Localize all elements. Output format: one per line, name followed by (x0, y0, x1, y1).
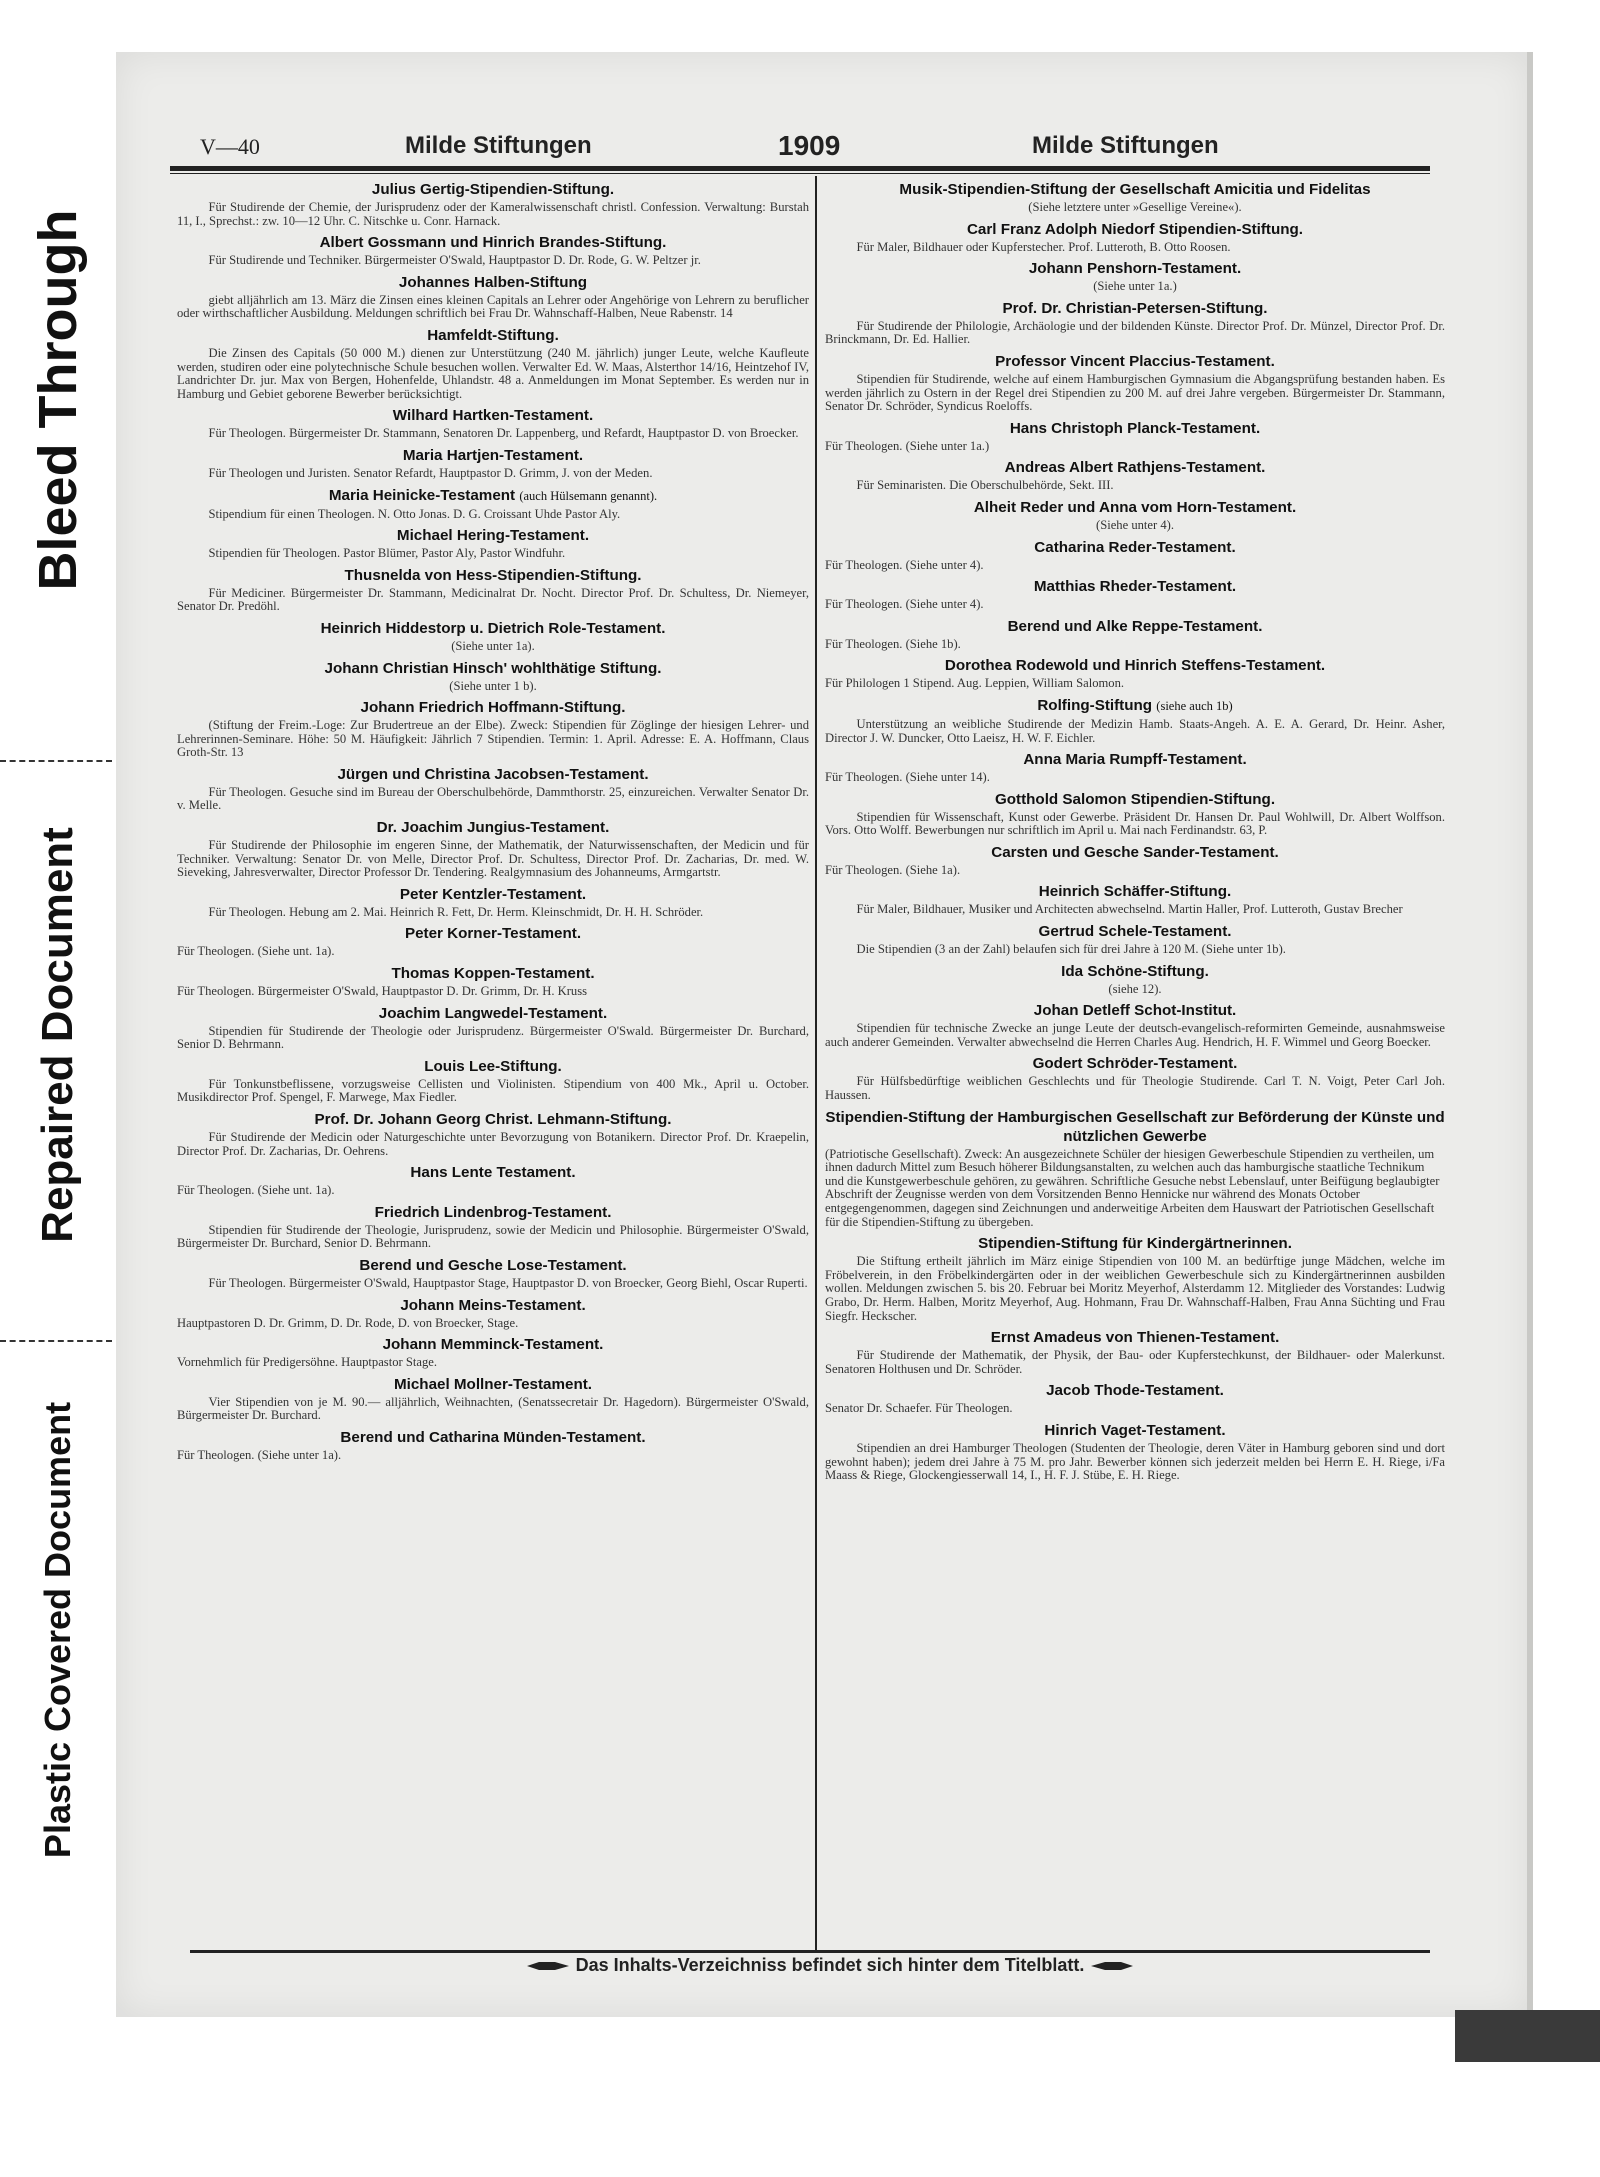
entry-title (825, 259, 1445, 278)
entry-title-text: Wilhard Hartken-Testament. (392, 407, 594, 425)
divider-dashed (0, 1340, 112, 1342)
entry-title (177, 1163, 809, 1182)
entry-title-text: Jacob Thode-Testament. (1046, 1382, 1224, 1400)
entry-body: Vornehmlich für Predigersöhne. Hauptpastor Stage. (177, 1355, 437, 1370)
entry-body: Stipendien für Studirende, welche auf einem Hamburgischen Gymnasium die Abgangsprüfung bestanden haben. Es werden jährlich zu Ostern in der Regel drei Stipendien zu 200 M. auf drei Jahre vergeben. Bürgermeister Dr. Stammann, Senator Dr. Schröder, Syndicus Roeloffs. (825, 371, 1445, 414)
entry-title-text: Hans Christoph Planck-Testament. (1009, 419, 1261, 437)
footer-note (430, 1955, 1230, 1976)
entry-title-text: Andreas Albert Rathjens-Testament. (1004, 459, 1266, 477)
entry-title (177, 1335, 809, 1354)
entry (177, 1335, 809, 1370)
entry-title-text: Heinrich Schäffer-Stiftung. (1038, 883, 1232, 901)
entry-body: Hauptpastoren D. Dr. Grimm, D. Dr. Rode, D. von Broecker, Stage. (177, 1315, 519, 1330)
entry-title (177, 1004, 809, 1023)
entry-title-text: Johann Christian Hinsch' wohlthätige Stiftung. (324, 659, 662, 677)
entry (825, 922, 1445, 957)
entry-title (825, 617, 1445, 636)
entry-title (825, 790, 1445, 809)
entry (177, 885, 809, 920)
entry-title (825, 577, 1445, 596)
entry-title (177, 964, 809, 983)
entry (177, 698, 809, 760)
entry-title-text: Peter Kentzler-Testament. (399, 885, 587, 903)
entry (825, 843, 1445, 878)
entry-title-note: (auch Hülsemann genannt). (519, 488, 658, 503)
entry-title (825, 419, 1445, 438)
entry-body: (Siehe unter 1a). (451, 638, 535, 653)
entry-title-text: Berend und Catharina Münden-Testament. (340, 1428, 646, 1446)
entry (177, 446, 809, 481)
entry-title-text: Michael Hering-Testament. (396, 527, 590, 545)
entry (177, 1296, 809, 1331)
entry-title-text: Heinrich Hiddestorp u. Dietrich Role-Testament. (320, 619, 666, 637)
entry-title-text: Matthias Rheder-Testament. (1033, 578, 1237, 596)
entry (177, 180, 809, 228)
right-column (825, 180, 1445, 1488)
footer-rule (190, 1950, 1430, 1953)
entry-title (177, 1203, 809, 1222)
entry-title-text: Dr. Joachim Jungius-Testament. (376, 819, 610, 837)
entry-body: (Siehe unter 1 b). (449, 678, 537, 693)
entry (825, 1328, 1445, 1376)
entry-title-text: Berend und Alke Reppe-Testament. (1007, 617, 1263, 635)
entry (177, 1428, 809, 1463)
entry (177, 406, 809, 441)
entry-title-text: Stipendien-Stiftung für Kindergärtnerinnen. (978, 1235, 1292, 1253)
entry-title (177, 924, 809, 943)
entry-title-text: Thomas Koppen-Testament. (391, 965, 595, 983)
entry (177, 233, 809, 268)
entry-title (825, 1381, 1445, 1400)
entry (825, 790, 1445, 838)
entry-body: Vier Stipendien von je M. 90.— alljährlich, Weihnachten, (Senatssecretair Dr. Hagedorn). Bürgermeister O'Swald, Bürgermeister Dr. Burchard. (177, 1394, 809, 1423)
entry-title-text: Johann Memminck-Testament. (382, 1336, 604, 1354)
entry-title (177, 486, 809, 506)
entry-body: (Siehe unter 1a.) (1093, 279, 1177, 294)
entry-title (825, 656, 1445, 675)
entry-body: Für Theologen. Hebung am 2. Mai. Heinrich R. Fett, Dr. Herm. Kleinschmidt, Dr. H. H. Schröder. (208, 904, 704, 919)
entry-title (825, 1421, 1445, 1440)
entry-title (177, 1428, 809, 1447)
entry-title-text: Johannes Halben-Stiftung (398, 273, 588, 291)
entry-body: (Siehe unter 4). (1096, 517, 1174, 532)
entry-body: (siehe 12). (1108, 981, 1162, 996)
entry-title-text: Prof. Dr. Johann Georg Christ. Lehmann-Stiftung. (314, 1111, 672, 1128)
entry-title (825, 538, 1445, 557)
entry-title (177, 406, 809, 425)
entry (825, 180, 1445, 215)
entry-body: Für Theologen. (Siehe 1a). (825, 862, 961, 877)
entry-title (177, 765, 809, 784)
entry-title (177, 619, 809, 638)
entry-body: Für Mediciner. Bürgermeister Dr. Stammann, Medicinalrat Dr. Nocht. Director Prof. Dr. Schultess, Dr. Niemeyer, Senator Dr. Predöhl. (177, 585, 809, 614)
entry (825, 1234, 1445, 1323)
entry (177, 486, 809, 522)
entry (177, 659, 809, 694)
entry-title-text: Friedrich Lindenbrog-Testament. (374, 1203, 612, 1221)
header-rule-thin (170, 173, 1430, 174)
plastic-covered-label: Plastic Covered Document (37, 1401, 78, 1859)
entry-title-text: Hamfeldt-Stiftung. (427, 326, 559, 344)
entry-body: Stipendien für Studirende der Theologie, Jurisprudenz, sowie der Medicin und Philosophie. Bürgermeister O'Swald, Bürgermeister Dr. Burchard, Senior D. Behrmann. (177, 1222, 809, 1251)
entry-body: (Siehe letztere unter »Gesellige Vereine«). (1028, 200, 1242, 214)
entry (825, 538, 1445, 573)
entry-title-text: Berend und Gesche Lose-Testament. (359, 1256, 627, 1274)
entry (825, 696, 1445, 745)
entry-body: Senator Dr. Schaefer. Für Theologen. (825, 1401, 1013, 1416)
bleed-through-label: Bleed Through (28, 209, 88, 591)
entry-title-text: Godert Schröder-Testament. (1032, 1055, 1238, 1073)
running-title-right: Milde Stiftungen (1032, 132, 1219, 159)
entry-body: Die Zinsen des Capitals (50 000 M.) dienen zur Unterstützung (240 M. jährlich) junger Leute, welche Kaufleute werden, studiren oder eine polytechnische Schule besuchen wollen. Verwalter Ed. W. Maas, Alsterthor 14/16, Heintzehof IV, Landrichter Dr. jur. Max von Bergen, Hohenfelde, Uhlandstr. 48 a. Anmeldungen im Monat September. Es werden nur in Hamburg und Gebiet geborene Bewerber berücksichtigt. (177, 345, 809, 401)
entry-body: Für Philologen 1 Stipend. Aug. Leppien, William Salomon. (825, 676, 1125, 691)
entry-body: Für Maler, Bildhauer, Musiker und Architecten abwechselnd. Martin Haller, Prof. Lutteroth, Gustav Brecher (856, 902, 1403, 917)
entry-title-text: Prof. Dr. Christian-Petersen-Stiftung. (1002, 299, 1268, 317)
entry (177, 818, 809, 880)
entry-title (177, 885, 809, 904)
entry-title (177, 1375, 809, 1394)
entry-title-text: Louis Lee-Stiftung. (424, 1057, 562, 1075)
entry-body: Die Stipendien (3 an der Zahl) belaufen sich für drei Jahre à 120 M. (Siehe unter 1b). (856, 942, 1286, 957)
entry-title (825, 922, 1445, 941)
entry (177, 566, 809, 614)
entry-title-text: Alheit Reder und Anna vom Horn-Testament. (973, 498, 1297, 516)
entry (177, 765, 809, 813)
entry-body: Für Tonkunstbeflissene, vorzugsweise Cellisten und Violinisten. Stipendium von 400 Mk., April u. October. Musikdirector Prof. Spengel, F. Marwege, Max Fiedler. (177, 1076, 809, 1105)
entry (177, 1110, 809, 1158)
entry-title (825, 1234, 1445, 1253)
entry-body: Für Studirende der Medicin oder Naturgeschichte unter Bevorzugung von Botanikern. Director Prof. Dr. Kraepelin, Director Prof. Dr. Zacharias, Dr. Oehrens. (177, 1130, 809, 1158)
entry-body: Für Theologen. (Siehe unter 4). (825, 597, 984, 612)
entry (825, 419, 1445, 454)
entry (177, 1163, 809, 1198)
entry-title-text: Johann Penshorn-Testament. (1028, 260, 1242, 278)
entry-title-text: Stipendien-Stiftung der Hamburgischen Gesellschaft zur Beförderung der Künste und nützlichen Gewerbe (825, 1108, 1445, 1145)
entry-body: giebt alljährlich am 13. März die Zinsen eines kleinen Capitals an Lehrer oder Angehörige von Lehrern zu beruflicher oder wirthschaftlicher Ausbildung. Meldungen schriftlich bei Frau Dr. Wahnschaff-Halben, Neue Rabenstr. 14 (177, 292, 809, 321)
entry (177, 1375, 809, 1423)
entry-body: Für Studirende und Techniker. Bürgermeister O'Swald, Hauptpastor D. Dr. Rode, G. W. Peltzer jr. (208, 253, 701, 268)
entry-body: Stipendien für technische Zwecke an junge Leute der deutsch-evangelisch-reformirten Gemeinde, ausnahmsweise auch anderer Gemeinden. Verwalter abwechselnd die Herren Charles Aug. Hendrich, H. F. Wimmel und Georg Boecker. (825, 1021, 1445, 1049)
entry-title-text: Michael Mollner-Testament. (393, 1375, 593, 1393)
entry-title-text: Thusnelda von Hess-Stipendien-Stiftung. (344, 566, 642, 584)
entry-title-text: Ernst Amadeus von Thienen-Testament. (990, 1329, 1280, 1347)
entry-body: Die Stiftung ertheilt jährlich im März einige Stipendien von 100 M. an bedürftige junge Mädchen, welche im Fröbelverein, in den Fröbelkindergärten oder in der weiblichen Gewerbeschule sich zu Kindergärtnerinnen ausbilden wollen. Meldungen zwischen 5. bis 20. Februar bei Moritz Meyerhof, Alsterdamm 12. Mitglieder des Vorstandes: Ludwig Grabo, Dr. Herm. Halben, Moritz Meyerhof, Aug. Hohmann, Frau Dr. Wahnschaff-Halben, Frau Anna Süchting und Frau Siegfr. Heckscher. (825, 1254, 1445, 1323)
entry (177, 1203, 809, 1251)
entry-body: Stipendien für Theologen. Pastor Blümer, Pastor Aly, Pastor Windfuhr. (208, 546, 566, 561)
entry-title (177, 526, 809, 545)
entry-title (825, 1001, 1445, 1020)
entry-title-text: Carsten und Gesche Sander-Testament. (991, 843, 1279, 861)
entry (825, 656, 1445, 691)
header-rule (170, 166, 1430, 171)
page-number: V—40 (200, 134, 260, 159)
entry-title-text: Maria Heinicke-Testament (328, 486, 516, 504)
entry (825, 1001, 1445, 1049)
entry-body: Unterstützung an weibliche Studirende der Medizin Hamb. Staats-Angeh. A. E. A. Gerard, Dr. Heinr. Asher, Director J. W. Duncker, Otto Laeisz, H. W. F. Eichler. (825, 716, 1445, 745)
entry (177, 924, 809, 959)
entry (825, 962, 1445, 997)
entry (177, 273, 809, 321)
year: 1909 (778, 130, 841, 161)
entry-title (825, 882, 1445, 901)
entry-body: Für Studirende der Mathematik, der Physik, der Bau- oder Kupferstechkunst, der Bildhauer- oder Malerkunst. Senatoren Holthusen und Dr. Schröder. (825, 1348, 1445, 1376)
entry-title-text: Dorothea Rodewold und Hinrich Steffens-Testament. (944, 657, 1326, 675)
entry-title (177, 1296, 809, 1315)
entry-body: Für Theologen. Bürgermeister O'Swald, Hauptpastor Stage, Hauptpastor D. von Broecker, Georg Biehl, Oscar Ruperti. (208, 1275, 808, 1290)
entry (825, 259, 1445, 294)
label-sidebar (0, 0, 115, 2177)
entry-title-text: Gotthold Salomon Stipendien-Stiftung. (994, 790, 1276, 808)
entry-title-text: Hans Lente Testament. (410, 1164, 576, 1182)
entry-title-text: Johann Meins-Testament. (400, 1296, 586, 1314)
entry-title-text: Peter Korner-Testament. (404, 925, 582, 943)
entry (825, 458, 1445, 493)
entry (825, 750, 1445, 785)
entry-body: Für Theologen. (Siehe unter 1a.) (825, 438, 990, 453)
entry-title-text: Professor Vincent Placcius-Testament. (995, 352, 1275, 370)
entry-title (177, 1057, 809, 1076)
entry-title-text: Joachim Langwedel-Testament. (378, 1004, 608, 1022)
entry (177, 964, 809, 999)
entry-title (177, 818, 809, 837)
entry-title-text: Julius Gertig-Stipendien-Stiftung. (371, 181, 615, 198)
entry-title (177, 446, 809, 465)
page-edge (1527, 52, 1533, 2017)
entry-title (825, 750, 1445, 769)
footer-text: Das Inhalts-Verzeichniss befindet sich hinter dem Titelblatt. (575, 1955, 1085, 1975)
entry-title (825, 1108, 1445, 1146)
entry (177, 326, 809, 401)
entry (825, 577, 1445, 612)
entry (177, 1057, 809, 1105)
entry-body: Stipendien für Studirende der Theologie oder Jurisprudenz. Bürgermeister O'Swald. Bürgermeister Dr. Burchard, Senior D. Behrmann. (177, 1023, 809, 1052)
entry-title (177, 1256, 809, 1275)
entry-body: Für Seminaristen. Die Oberschulbehörde, Sekt. III. (856, 478, 1114, 493)
entry (177, 1004, 809, 1052)
entry-body: Für Hülfsbedürftige weiblichen Geschlechts und für Theologie Studirende. Carl T. N. Voigt, Peter Carl Joh. Haussen. (825, 1074, 1445, 1103)
entry-title (825, 843, 1445, 862)
entry-body: Für Studirende der Chemie, der Jurisprudenz oder der Kameralwissenschaft christl. Confession. Verwaltung: Burstah 11, I., Sprechst.: zw. 10—12 Uhr. C. Nitschke u. Conr. Harnack. (177, 200, 809, 228)
entry-title (825, 299, 1445, 318)
entry-title-text: Catharina Reder-Testament. (1034, 538, 1236, 556)
entry-body: Stipendien für Wissenschaft, Kunst oder Gewerbe. Präsident Dr. Hansen Dr. Paul Wohlwill, Dr. Albert Wolffson. Vors. Otto Wolff. Bewerbungen nur schriftlich im April u. Mai nach Ferdinandstr. 63, P. (825, 809, 1445, 838)
entry-body: Für Maler, Bildhauer oder Kupferstecher. Prof. Lutteroth, B. Otto Roosen. (856, 239, 1231, 254)
entry-title-text: Ida Schöne-Stiftung. (1061, 962, 1209, 980)
entry-title (825, 352, 1445, 371)
entry-title-text: Jürgen und Christina Jacobsen-Testament. (337, 765, 649, 783)
entry-body: Für Studirende der Philosophie im engeren Sinne, der Mathematik, der Naturwissenschaften, der Medicin und für Techniker. Verwaltung: Senator Dr. von Melle, Director Prof. Dr. Schultess, Director Prof. Dr. Zacharias, Dr. med. W. Sieveking, Jahresverwalter, Director Professor Dr. Tendering. Realgymnasium des Johanneums, Armgartstr. (177, 838, 809, 880)
entry-body: Für Theologen und Juristen. Senator Refardt, Hauptpastor D. Grimm, J. von der Meden. (208, 465, 653, 480)
entry-title (177, 1110, 809, 1129)
entry-title-text: Musik-Stipendien-Stiftung der Gesellschaft Amicitia und Fidelitas (899, 181, 1371, 198)
entry-title-text: Rolfing-Stiftung (1037, 696, 1153, 714)
entry-title-note: (siehe auch 1b) (1156, 698, 1233, 713)
entry-title-text: Carl Franz Adolph Niedorf Stipendien-Stiftung. (966, 220, 1304, 238)
entry-body: Stipendium für einen Theologen. N. Otto Jonas. D. G. Croissant Uhde Pastor Aly. (208, 506, 621, 521)
entry (825, 1054, 1445, 1102)
entry-title (177, 273, 809, 292)
page-header (200, 128, 1430, 164)
entry (825, 299, 1445, 347)
divider-dashed (0, 760, 112, 762)
entry-title (825, 220, 1445, 239)
entry-body: Für Studirende der Philologie, Archäologie und der bildenden Künste. Director Prof. Dr. Münzel, Director Prof. Dr. Brinckmann, Dr. Ed. Hallier. (825, 318, 1445, 347)
entry-body: (Stiftung der Freim.-Loge: Zur Brudertreue an der Elbe). Zweck: Stipendien für Zöglinge der hiesigen Lehrer- und Lehrerinnen-Seminare. Höhe: 50 M. Häufigkeit: Jährlich 7 Stipendien. Termin: 1. April. Adresse: E. A. Hoffmann, Claus Groth-Str. 13 (177, 718, 809, 760)
entry-body: Stipendien an drei Hamburger Theologen (Studenten der Theologie, deren Väter in Hamburg geboren sind und dort gewohnt haben); jedem drei Jahre à 75 M. pro Jahr. Bewerber können sich jederzeit melden bei Herrn E. H. Riege, i/Fa Maass & Riege, Glockengiesserwall 14, I., H. F. J. Stübe, E. H. Riege. (825, 1440, 1445, 1483)
repaired-document-label: Repaired Document (33, 827, 82, 1243)
entry-title (825, 498, 1445, 517)
entry-title-text: Maria Hartjen-Testament. (402, 446, 584, 464)
entry-title (177, 326, 809, 345)
entry-title-text: Gertrud Schele-Testament. (1038, 923, 1232, 941)
entry-body: Für Theologen. (Siehe unter 14). (825, 770, 990, 785)
entry-title (177, 698, 809, 717)
entry-title (177, 180, 809, 199)
entry-title-text: Johan Detleff Schot-Institut. (1033, 1002, 1237, 1020)
entry (825, 498, 1445, 533)
entry-title (177, 233, 809, 252)
entry-body: Für Theologen. (Siehe unter 4). (825, 557, 984, 572)
entry-title (825, 458, 1445, 477)
entry-body: Für Theologen. Gesuche sind im Bureau der Oberschulbehörde, Dammthorstr. 25, einzureichen. Verwalter Senator Dr. v. Melle. (177, 784, 809, 813)
entry (825, 1381, 1445, 1416)
entry (177, 526, 809, 561)
entry-title-text: Anna Maria Rumpff-Testament. (1023, 751, 1247, 769)
dark-corner (1455, 2010, 1600, 2062)
entry-title (825, 696, 1445, 716)
entry (177, 1256, 809, 1291)
running-title-left: Milde Stiftungen (405, 132, 592, 159)
entry-title-text: Johann Friedrich Hoffmann-Stiftung. (360, 699, 626, 717)
entry (825, 220, 1445, 255)
entry-body: Für Theologen. Bürgermeister Dr. Stammann, Senatoren Dr. Lappenberg, und Refardt, Hauptpastor D. von Broecker. (208, 426, 799, 441)
entry-body: Für Theologen. (Siehe unt. 1a). (177, 1183, 335, 1198)
entry-title-text: Albert Gossmann und Hinrich Brandes-Stiftung. (319, 234, 667, 252)
entry-title (825, 1328, 1445, 1347)
entry (177, 619, 809, 654)
entry-body: Für Theologen. (Siehe unt. 1a). (177, 944, 335, 959)
column-divider (815, 176, 817, 1951)
entry (825, 1108, 1445, 1230)
entry-title (177, 566, 809, 585)
entry-body: Für Theologen. (Siehe 1b). (825, 636, 961, 651)
entry-title (825, 1054, 1445, 1073)
pointing-hand-icon (525, 1959, 571, 1973)
entry (825, 617, 1445, 652)
entry-body: Für Theologen. Bürgermeister O'Swald, Hauptpastor D. Dr. Grimm, Dr. H. Kruss (177, 984, 588, 999)
entry-title (177, 659, 809, 678)
entry-body: (Patriotische Gesellschaft). Zweck: An ausgezeichnete Schüler der hiesigen Gewerbeschule Stipendien zu vertheilen, um ihnen dadurch Mittel zum Besuch höherer Bildungsanstalten, zu welchen auch das hamburgische staatliche Technikum und die Kunstgewerbeschule gehören, zu gewähren. Schriftliche Gesuche nebst Lebenslauf, unter Beifügung beglaubigter Abschrift der Zeugnisse werden von dem Vorsitzenden Benno Hennicke nur während des Monats October entgegengenommen, dagegen sind Zeichnungen und anderweitige Arbeiten dem Hauswart der Patriotischen Gesellschaft für die Stipendien-Stiftung zu übergeben. (825, 1146, 1440, 1229)
entry-title (825, 962, 1445, 981)
pointing-hand-icon (1089, 1959, 1135, 1973)
entry (825, 352, 1445, 414)
entry-title (825, 180, 1445, 199)
entry-body: Für Theologen. (Siehe unter 1a). (177, 1447, 342, 1462)
left-column (177, 180, 809, 1468)
entry (825, 882, 1445, 917)
entry (825, 1421, 1445, 1483)
entry-title-text: Hinrich Vaget-Testament. (1044, 1421, 1226, 1439)
